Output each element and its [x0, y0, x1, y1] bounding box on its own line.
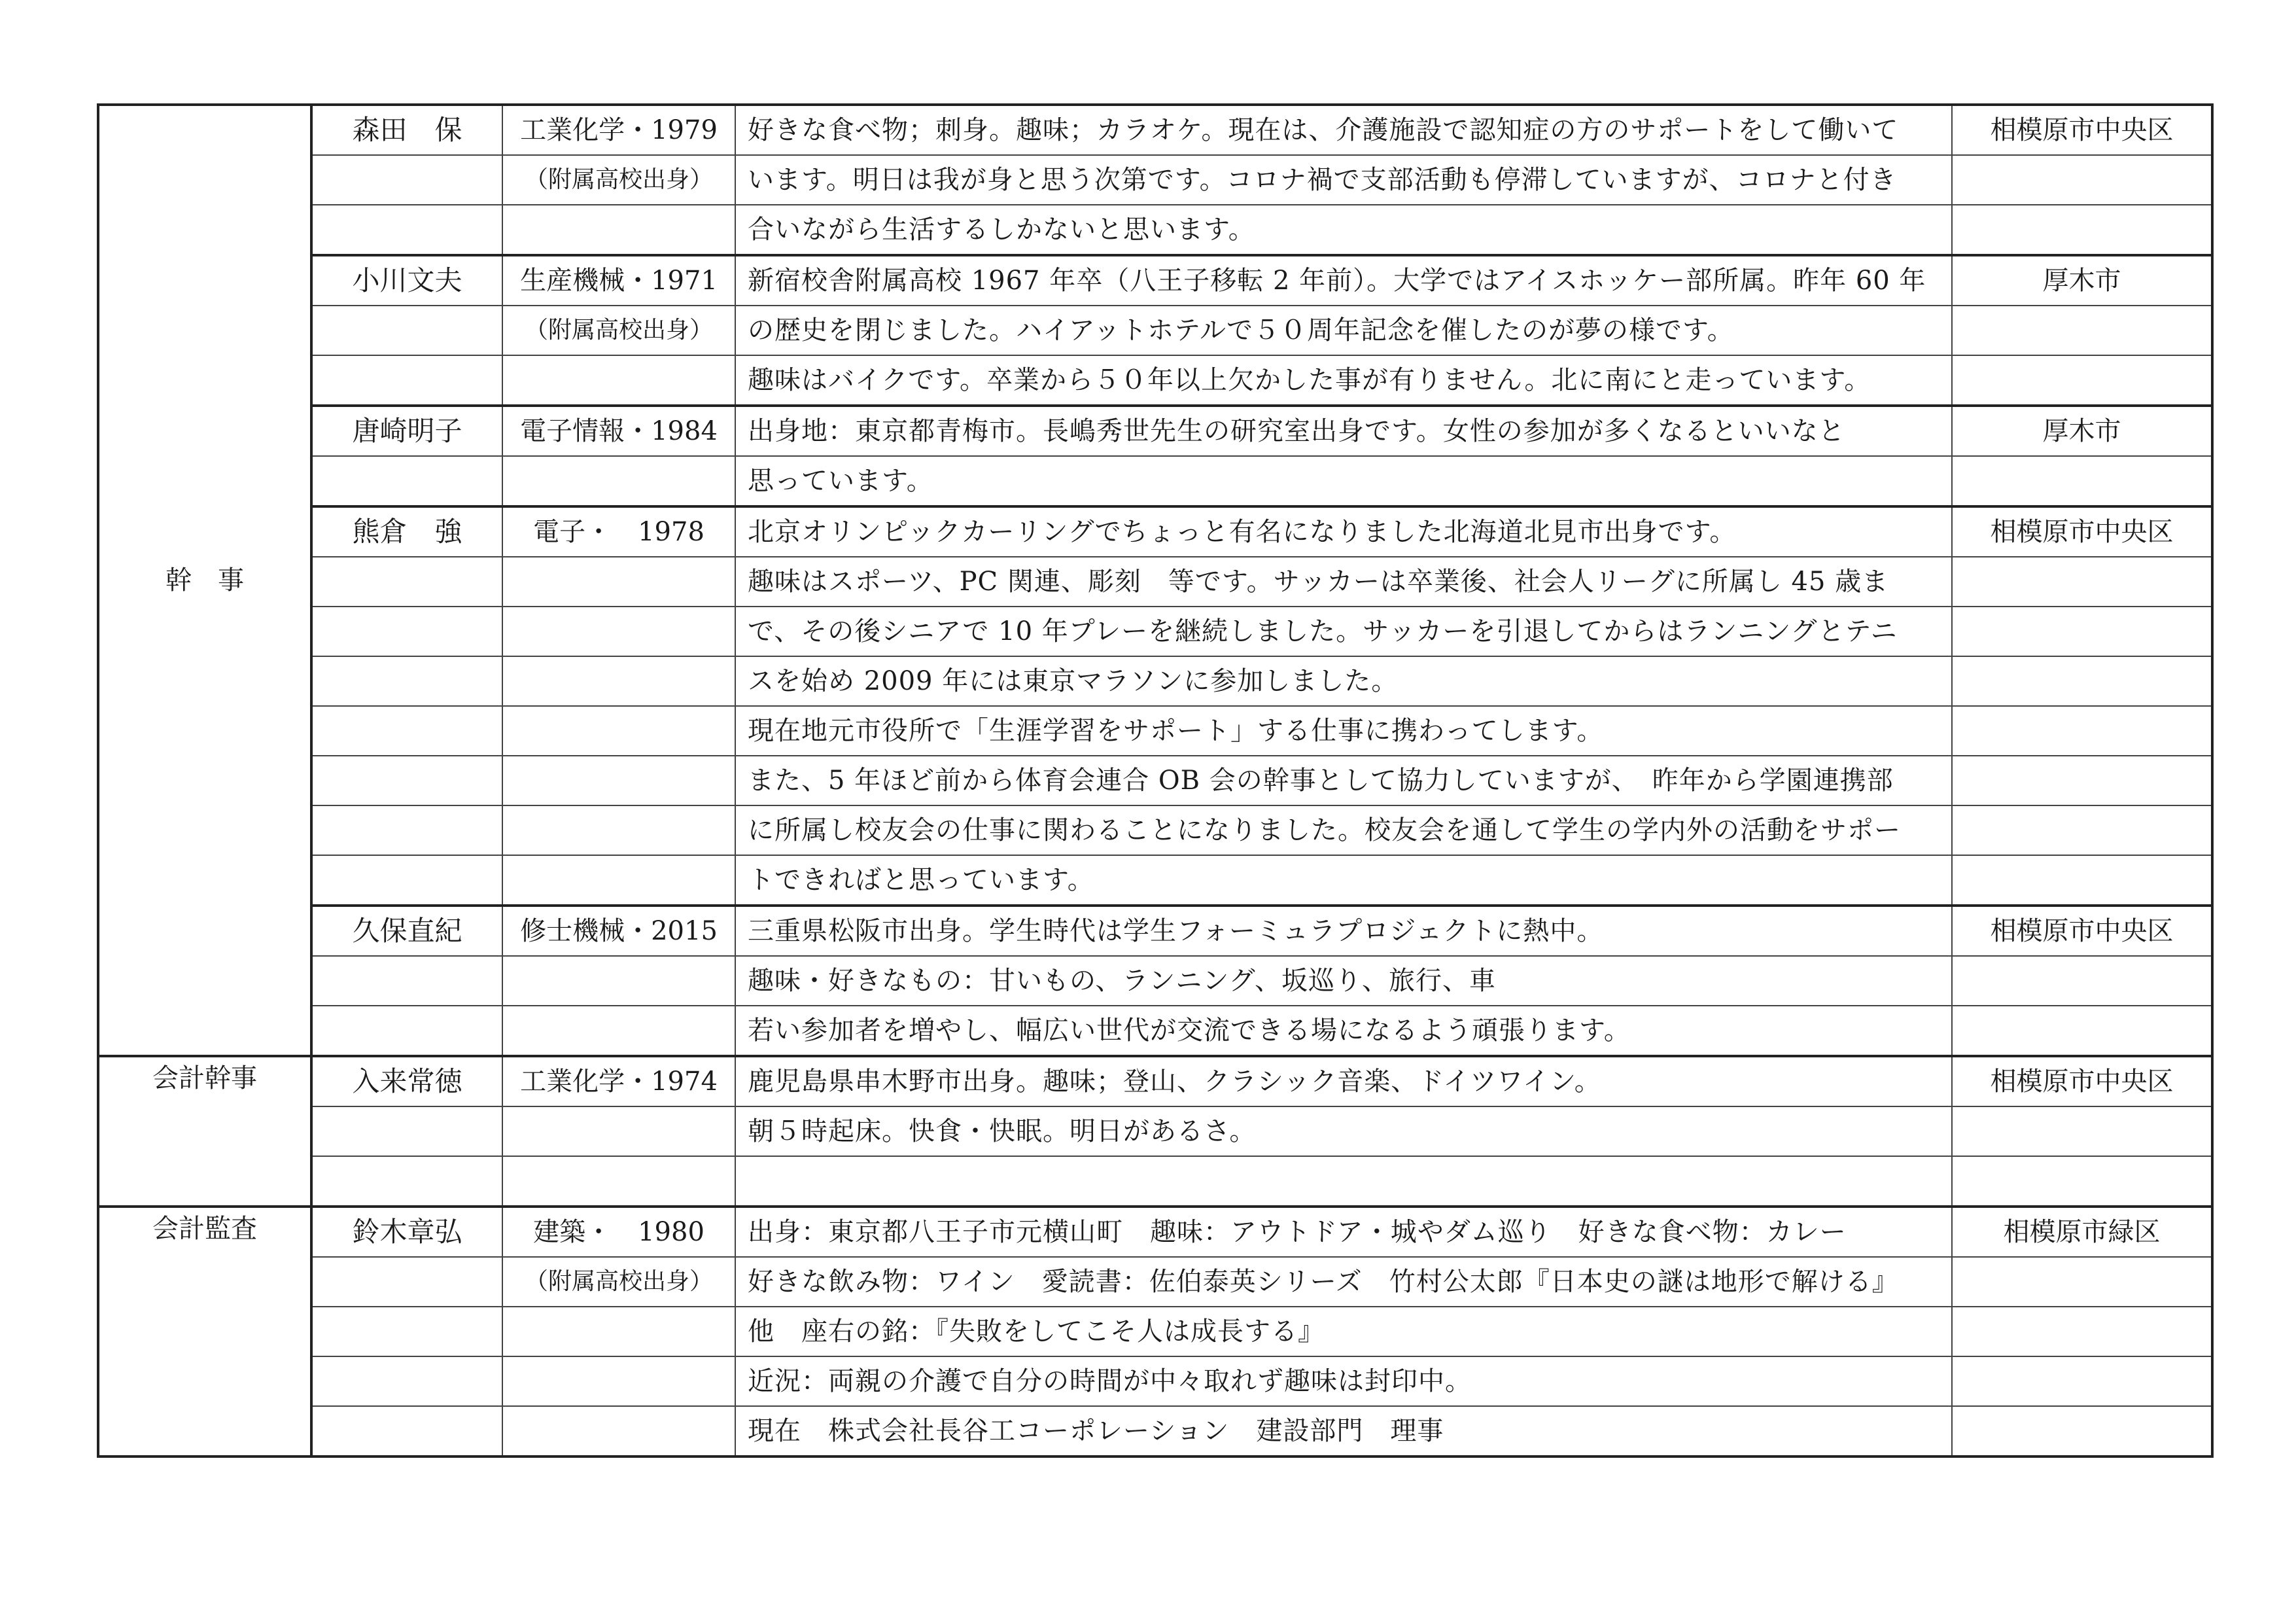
table-row	[98, 656, 2212, 706]
profile-text-cell: 好きな飲み物：ワイン 愛読書：佐伯泰英シリーズ 竹村公太郎『日本史の謎は地形で解ける』	[735, 1257, 1952, 1307]
department-year-cell: 修士機械・2015	[502, 906, 735, 956]
department-year-cell: 電子・ 1978	[502, 506, 735, 557]
profile-text-cell: 北京オリンピックカーリングでちょっと有名になりました北海道北見市出身です。	[735, 506, 1952, 557]
department-note-cell	[502, 557, 735, 607]
department-note-cell	[502, 1156, 735, 1207]
member-name-cell	[311, 756, 502, 805]
profile-text-cell: スを始め 2009 年には東京マラソンに参加しました。	[735, 656, 1952, 706]
department-note-cell: （附属高校出身）	[502, 155, 735, 205]
table-row	[98, 255, 2212, 306]
profile-text-cell: また、5 年ほど前から体育会連合 OB 会の幹事として協力していますが、 昨年から学園連携部	[735, 756, 1952, 805]
member-name-cell	[311, 306, 502, 355]
department-note-cell	[502, 1356, 735, 1406]
table-row	[98, 456, 2212, 506]
department-note-cell: （附属高校出身）	[502, 306, 735, 355]
member-name-cell	[311, 956, 502, 1006]
member-name-cell	[311, 1356, 502, 1406]
member-name-cell	[311, 205, 502, 255]
department-note-cell	[502, 756, 735, 805]
table-row	[98, 607, 2212, 656]
department-note-cell	[502, 805, 735, 855]
department-note-cell	[502, 956, 735, 1006]
location-cell	[1952, 155, 2212, 205]
location-cell	[1952, 656, 2212, 706]
member-name-cell	[311, 656, 502, 706]
department-note-cell	[502, 706, 735, 756]
department-note-cell	[502, 607, 735, 656]
location-cell	[1952, 1006, 2212, 1056]
table-row	[98, 1056, 2212, 1106]
location-cell	[1952, 706, 2212, 756]
department-note-cell	[502, 456, 735, 506]
role-cell: 会計幹事	[98, 1056, 311, 1207]
profile-text-cell: 他 座右の銘：『失敗をしてこそ人は成長する』	[735, 1307, 1952, 1356]
profile-text-cell: 好きな食べ物；刺身。趣味；カラオケ。現在は、介護施設で認知症の方のサポートをして働いて	[735, 105, 1952, 155]
table-row	[98, 706, 2212, 756]
table-row	[98, 557, 2212, 607]
table-row	[98, 805, 2212, 855]
department-note-cell	[502, 1406, 735, 1456]
member-name-cell	[311, 1257, 502, 1307]
department-note-cell	[502, 656, 735, 706]
department-year-cell: 工業化学・1979	[502, 105, 735, 155]
location-cell	[1952, 756, 2212, 805]
location-cell: 厚木市	[1952, 406, 2212, 456]
location-cell	[1952, 1257, 2212, 1307]
location-cell	[1952, 1156, 2212, 1207]
officer-table	[97, 103, 2214, 1458]
profile-text-cell: 合いながら生活するしかないと思います。	[735, 205, 1952, 255]
location-cell	[1952, 306, 2212, 355]
member-name-cell	[311, 1307, 502, 1356]
table-row	[98, 855, 2212, 906]
table-row	[98, 105, 2212, 155]
table-row	[98, 1406, 2212, 1456]
profile-text-cell: 思っています。	[735, 456, 1952, 506]
table-row	[98, 956, 2212, 1006]
department-note-cell	[502, 1006, 735, 1056]
location-cell: 相模原市中央区	[1952, 506, 2212, 557]
table-row	[98, 155, 2212, 205]
profile-text-cell: 現在地元市役所で「生涯学習をサポート」する仕事に携わってします。	[735, 706, 1952, 756]
member-name-cell	[311, 706, 502, 756]
department-note-cell	[502, 855, 735, 906]
role-cell: 幹 事	[98, 105, 311, 1056]
role-cell: 会計監査	[98, 1207, 311, 1456]
location-cell	[1952, 355, 2212, 406]
location-cell	[1952, 805, 2212, 855]
location-cell: 相模原市中央区	[1952, 105, 2212, 155]
member-name-cell	[311, 1156, 502, 1207]
department-year-cell: 工業化学・1974	[502, 1056, 735, 1106]
location-cell	[1952, 557, 2212, 607]
member-name-cell	[311, 1406, 502, 1456]
location-cell	[1952, 1356, 2212, 1406]
department-year-cell: 電子情報・1984	[502, 406, 735, 456]
department-note-cell	[502, 1106, 735, 1156]
table-row	[98, 1156, 2212, 1207]
profile-text-cell	[735, 1156, 1952, 1207]
profile-text-cell: 若い参加者を増やし、幅広い世代が交流できる場になるよう頑張ります。	[735, 1006, 1952, 1056]
location-cell	[1952, 1307, 2212, 1356]
location-cell	[1952, 607, 2212, 656]
member-name-cell: 熊倉 強	[311, 506, 502, 557]
profile-text-cell: 新宿校舎附属高校 1967 年卒（八王子移転 2 年前）。大学ではアイスホッケー部所属。昨年 60 年	[735, 255, 1952, 306]
profile-text-cell: 趣味はバイクです。卒業から５０年以上欠かした事が有りません。北に南にと走っています。	[735, 355, 1952, 406]
profile-text-cell: 朝５時起床。快食・快眠。明日があるさ。	[735, 1106, 1952, 1156]
department-year-cell: 生産機械・1971	[502, 255, 735, 306]
table-row	[98, 1356, 2212, 1406]
member-name-cell	[311, 1006, 502, 1056]
department-note-cell: （附属高校出身）	[502, 1257, 735, 1307]
location-cell: 相模原市緑区	[1952, 1207, 2212, 1257]
department-note-cell	[502, 1307, 735, 1356]
table-row	[98, 756, 2212, 805]
member-name-cell	[311, 456, 502, 506]
member-name-cell: 久保直紀	[311, 906, 502, 956]
location-cell	[1952, 956, 2212, 1006]
location-cell: 相模原市中央区	[1952, 1056, 2212, 1106]
location-cell	[1952, 855, 2212, 906]
member-name-cell	[311, 155, 502, 205]
table-row	[98, 306, 2212, 355]
member-name-cell: 森田 保	[311, 105, 502, 155]
table-row	[98, 1006, 2212, 1056]
table-row	[98, 406, 2212, 456]
member-name-cell: 入来常徳	[311, 1056, 502, 1106]
profile-text-cell: で、その後シニアで 10 年プレーを継続しました。サッカーを引退してからはランニングとテニ	[735, 607, 1952, 656]
table-row	[98, 205, 2212, 255]
table-row	[98, 906, 2212, 956]
profile-text-cell: トできればと思っています。	[735, 855, 1952, 906]
profile-text-cell: 三重県松阪市出身。学生時代は学生フォーミュラプロジェクトに熱中。	[735, 906, 1952, 956]
profile-text-cell: います。明日は我が身と思う次第です。コロナ禍で支部活動も停滞していますが、コロナと付き	[735, 155, 1952, 205]
location-cell	[1952, 1106, 2212, 1156]
table-row	[98, 1207, 2212, 1257]
location-cell	[1952, 205, 2212, 255]
location-cell	[1952, 1406, 2212, 1456]
table-row	[98, 1257, 2212, 1307]
department-note-cell	[502, 355, 735, 406]
member-name-cell	[311, 855, 502, 906]
member-name-cell	[311, 805, 502, 855]
profile-text-cell: 出身地：東京都青梅市。長嶋秀世先生の研究室出身です。女性の参加が多くなるといいなと	[735, 406, 1952, 456]
member-name-cell: 小川文夫	[311, 255, 502, 306]
member-name-cell: 唐崎明子	[311, 406, 502, 456]
profile-text-cell: 趣味はスポーツ、PC 関連、彫刻 等です。サッカーは卒業後、社会人リーグに所属し 45 歳ま	[735, 557, 1952, 607]
location-cell: 相模原市中央区	[1952, 906, 2212, 956]
member-name-cell	[311, 557, 502, 607]
table-row	[98, 1307, 2212, 1356]
location-cell: 厚木市	[1952, 255, 2212, 306]
department-note-cell	[502, 205, 735, 255]
member-name-cell	[311, 1106, 502, 1156]
profile-text-cell: 趣味・好きなもの：甘いもの、ランニング、坂巡り、旅行、車	[735, 956, 1952, 1006]
department-year-cell: 建築・ 1980	[502, 1207, 735, 1257]
table-row	[98, 1106, 2212, 1156]
profile-text-cell: 近況：両親の介護で自分の時間が中々取れず趣味は封印中。	[735, 1356, 1952, 1406]
table-row	[98, 506, 2212, 557]
profile-text-cell: 出身：東京都八王子市元横山町 趣味：アウトドア・城やダム巡り 好きな食べ物：カレー	[735, 1207, 1952, 1257]
officer-table-body	[98, 105, 2212, 1456]
member-name-cell: 鈴木章弘	[311, 1207, 502, 1257]
profile-text-cell: 現在 株式会社長谷工コーポレーション 建設部門 理事	[735, 1406, 1952, 1456]
profile-text-cell: に所属し校友会の仕事に関わることになりました。校友会を通して学生の学内外の活動をサポー	[735, 805, 1952, 855]
table-row	[98, 355, 2212, 406]
member-name-cell	[311, 355, 502, 406]
location-cell	[1952, 456, 2212, 506]
profile-text-cell: 鹿児島県串木野市出身。趣味；登山、クラシック音楽、ドイツワイン。	[735, 1056, 1952, 1106]
member-name-cell	[311, 607, 502, 656]
profile-text-cell: の歴史を閉じました。ハイアットホテルで５０周年記念を催したのが夢の様です。	[735, 306, 1952, 355]
